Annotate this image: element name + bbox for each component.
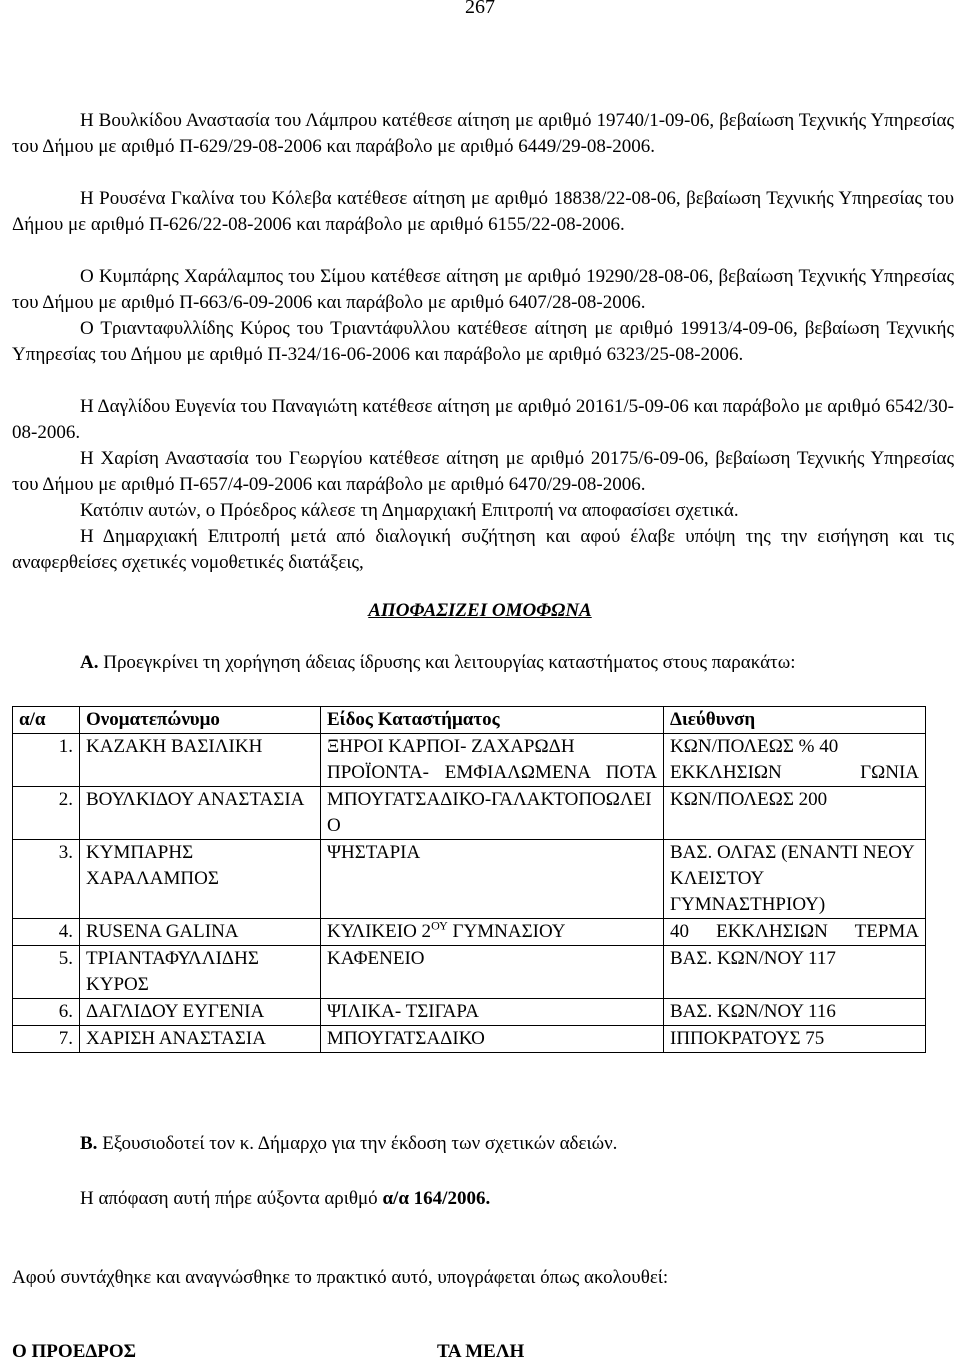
row-number: 6. bbox=[13, 999, 80, 1026]
table-row bbox=[13, 1026, 926, 1053]
row-name: ΚΥΜΠΑΡΗΣ ΧΑΡΑΛΑΜΠΟΣ bbox=[80, 840, 321, 919]
row-address: ΒΑΣ. ΚΩΝ/ΝΟΥ 116 bbox=[664, 999, 926, 1026]
header-name: Ονοματεπώνυμο bbox=[80, 707, 321, 734]
row-number: 4. bbox=[13, 919, 80, 946]
row-store-type-rest: ΓΥΜΝΑΣΙΟΥ bbox=[447, 921, 566, 942]
paragraph-president-call: Κατόπιν αυτών, ο Πρόεδρος κάλεσε τη Δημαρχιακή Επιτροπή να αποφασίσει σχετικά. bbox=[80, 500, 739, 521]
paragraph-charisi: Η Χαρίση Αναστασία του Γεωργίου κατέθεσε αίτηση με αριθμό 20175/6-09-06, βεβαίωση Τεχνικής Υπηρεσίας του Δήμου με αριθμό Π-657/4-09-2006 και παράβολο με αριθμό 6470/29-08-2006. bbox=[12, 448, 954, 495]
row-store-type: ΜΠΟΥΓΑΤΣΑΔΙΚΟ-ΓΑΛΑΚΤΟΠΟΩΛΕΙΟ bbox=[321, 787, 664, 840]
stores-table bbox=[12, 706, 926, 1053]
row-name: RUSENA GALINA bbox=[80, 919, 321, 946]
row-address: ΚΩΝ/ΠΟΛΕΩΣ 200 bbox=[664, 787, 926, 840]
row-name: ΤΡΙΑΝΤΑΦΥΛΛΙΔΗΣ ΚΥΡΟΣ bbox=[80, 946, 321, 999]
decision-text: Η απόφαση αυτή πήρε αύξοντα αριθμό bbox=[80, 1188, 383, 1209]
row-number: 3. bbox=[13, 840, 80, 919]
page-number: 267 bbox=[465, 0, 495, 18]
row-number: 2. bbox=[13, 787, 80, 840]
row-store-type: ΨΗΣΤΑΡΙΑ bbox=[321, 840, 664, 919]
row-name: ΧΑΡΙΣΗ ΑΝΑΣΤΑΣΙΑ bbox=[80, 1026, 321, 1053]
paragraph-triantafyllidis: Ο Τριανταφυλλίδης Κύρος του Τριαντάφυλλου κατέθεσε αίτηση με αριθμό 19913/4-09-06, βεβαίωση Τεχνικής Υπηρεσίας του Δήμου με αριθμό Π-324/16-06-2006 και παράβολο με αριθμό 6323/25-08-2006. bbox=[12, 318, 954, 365]
row-store-type bbox=[321, 919, 664, 946]
row-address: ΒΑΣ. ΚΩΝ/ΝΟΥ 117 bbox=[664, 946, 926, 999]
decision-heading: ΑΠΟΦΑΣΙΖΕΙ ΟΜΟΦΩΝΑ bbox=[368, 600, 592, 621]
table-header-row bbox=[13, 707, 926, 734]
paragraph-daglidou: Η Δαγλίδου Ευγενία του Παναγιώτη κατέθεσε αίτηση με αριθμό 20161/5-09-06 και παράβολο με αριθμό 6542/30-08-2006. bbox=[12, 396, 954, 443]
closing-statement: Αφού συντάχθηκε και αναγνώσθηκε το πρακτικό αυτό, υπογράφεται όπως ακολουθεί: bbox=[12, 1267, 669, 1288]
section-b-text: Εξουσιοδοτεί τον κ. Δήμαρχο για την έκδοση των σχετικών αδειών. bbox=[97, 1133, 618, 1154]
row-store-type: ΜΠΟΥΓΑΤΣΑΔΙΚΟ bbox=[321, 1026, 664, 1053]
section-b bbox=[80, 1133, 617, 1155]
table-row bbox=[13, 946, 926, 999]
row-address: 40 ΕΚΚΛΗΣΙΩΝ ΤΕΡΜΑ bbox=[664, 919, 926, 946]
paragraph-voulkidou: Η Βουλκίδου Αναστασία του Λάμπρου κατέθεσε αίτηση με αριθμό 19740/1-09-06, βεβαίωση Τεχνικής Υπηρεσίας του Δήμου με αριθμό Π-629/29-08-2006 και παράβολο με αριθμό 6449/29-08-2006. bbox=[12, 110, 954, 157]
signature-president: Ο ΠΡΟΕΔΡΟΣ bbox=[12, 1341, 137, 1362]
row-store-type-main: ΚΥΛΙΚΕΙΟ 2 bbox=[327, 921, 432, 942]
paragraph-committee: Η Δημαρχιακή Επιτροπή μετά από διαλογική συζήτηση και αφού έλαβε υπόψη της την εισήγηση και τις αναφερθείσες σχετικές νομοθετικές διατάξεις, bbox=[12, 526, 954, 573]
header-store-type: Είδος Καταστήματος bbox=[321, 707, 664, 734]
section-a bbox=[80, 652, 795, 674]
table-row bbox=[13, 787, 926, 840]
paragraph-kymparis: Ο Κυμπάρης Χαράλαμπος του Σίμου κατέθεσε αίτηση με αριθμό 19290/28-08-06, βεβαίωση Τεχνικής Υπηρεσίας του Δήμου με αριθμό Π-663/6-09-2006 και παράβολο με αριθμό 6407/28-08-2006. bbox=[12, 266, 954, 313]
row-number: 7. bbox=[13, 1026, 80, 1053]
row-name: ΚΑΖΑΚΗ ΒΑΣΙΛΙΚΗ bbox=[80, 734, 321, 787]
row-number: 1. bbox=[13, 734, 80, 787]
row-name: ΒΟΥΛΚΙΔΟΥ ΑΝΑΣΤΑΣΙΑ bbox=[80, 787, 321, 840]
header-address: Διεύθυνση bbox=[664, 707, 926, 734]
row-store-type: ΨΙΛΙΚΑ- ΤΣΙΓΑΡΑ bbox=[321, 999, 664, 1026]
row-store-type: ΞΗΡΟΙ ΚΑΡΠΟΙ- ΖΑΧΑΡΩΔΗ ΠΡΟΪΟΝΤΑ- ΕΜΦΙΑΛΩΜΕΝΑ ΠΟΤΑ bbox=[321, 734, 664, 787]
decision-number-line bbox=[80, 1188, 490, 1210]
row-number: 5. bbox=[13, 946, 80, 999]
section-a-text: Προεγκρίνει τη χορήγηση άδειας ίδρυσης και λειτουργίας καταστήματος στους παρακάτω: bbox=[98, 652, 796, 673]
row-name: ΔΑΓΛΙΔΟΥ ΕΥΓΕΝΙΑ bbox=[80, 999, 321, 1026]
table-row bbox=[13, 999, 926, 1026]
row-address: ΙΠΠΟΚΡΑΤΟΥΣ 75 bbox=[664, 1026, 926, 1053]
section-b-letter: Β. bbox=[80, 1133, 98, 1154]
row-store-type-superscript: ΟΥ bbox=[431, 918, 448, 933]
paragraph-rousena: Η Ρουσένα Γκαλίνα του Κόλεβα κατέθεσε αίτηση με αριθμό 18838/22-08-06, βεβαίωση Τεχνικής Υπηρεσίας του Δήμου με αριθμό Π-626/22-08-2006 και παράβολο με αριθμό 6155/22-08-2006. bbox=[12, 188, 954, 235]
signature-members: ΤΑ ΜΕΛΗ bbox=[437, 1341, 525, 1362]
decision-number: α/α 164/2006. bbox=[382, 1188, 491, 1209]
row-store-type: ΚΑΦΕΝΕΙΟ bbox=[321, 946, 664, 999]
row-address: ΒΑΣ. ΟΛΓΑΣ (ΕΝΑΝΤΙ ΝΕΟΥ ΚΛΕΙΣΤΟΥ ΓΥΜΝΑΣΤΗΡΙΟΥ) bbox=[664, 840, 926, 919]
header-aa: α/α bbox=[13, 707, 80, 734]
row-address: ΚΩΝ/ΠΟΛΕΩΣ % 40 ΕΚΚΛΗΣΙΩΝ ΓΩΝΙΑ bbox=[664, 734, 926, 787]
table-row bbox=[13, 840, 926, 919]
table-row bbox=[13, 919, 926, 946]
table-row bbox=[13, 734, 926, 787]
section-a-letter: Α. bbox=[80, 652, 99, 673]
